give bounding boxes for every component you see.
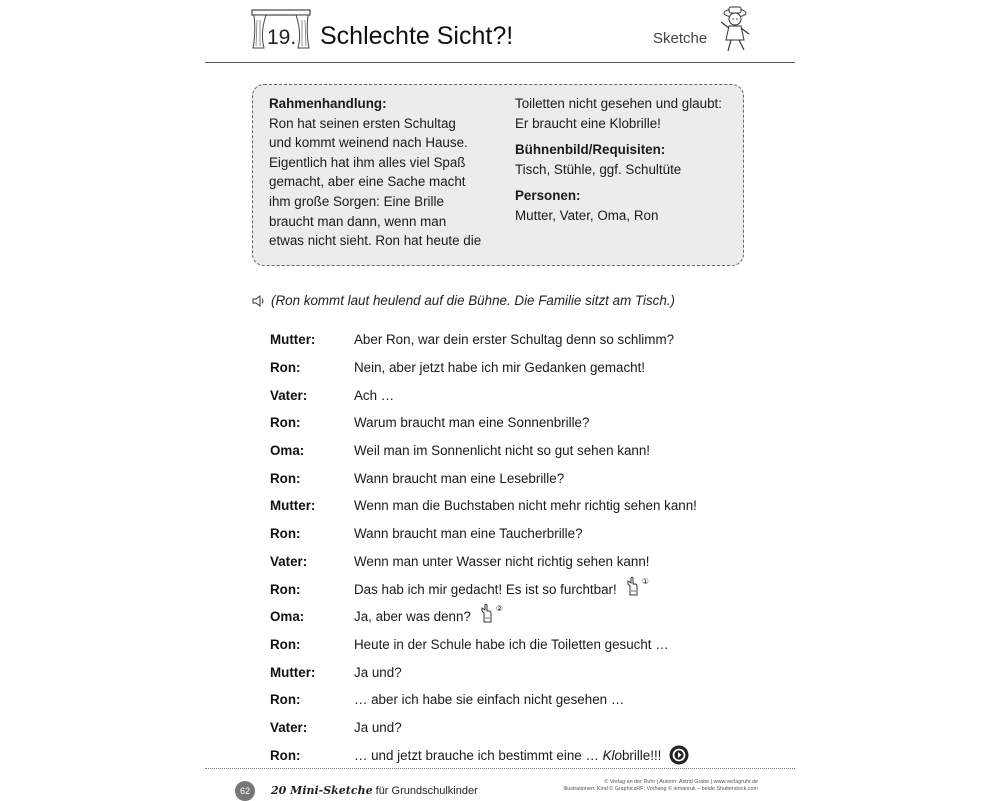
dialogue-line (270, 437, 770, 465)
props-heading: Bühnenbild/Requisiten: (515, 142, 666, 158)
speaker-name: Ron: (270, 636, 301, 652)
setting-column (269, 94, 499, 251)
credits (505, 779, 758, 793)
persons-heading: Personen: (515, 188, 581, 204)
dialogue-line (270, 686, 770, 714)
category-label: Sketche (653, 30, 708, 47)
dialogue-line (270, 409, 770, 437)
dialogue-list (270, 326, 770, 769)
page-number-badge: 62 (235, 781, 255, 801)
pointing-hand-icon (479, 603, 495, 626)
dialogue-text: Nein, aber jetzt habe ich mir Gedanken gemacht! (354, 360, 646, 376)
dialogue-text: Wann braucht man eine Taucherbrille? (354, 526, 583, 542)
dialogue-text: Heute in der Schule habe ich die Toiletten gesucht … (354, 636, 669, 652)
worksheet-page (205, 0, 795, 800)
setting-line: etwas nicht sieht. Ron hat heute die (269, 233, 482, 249)
dialogue-text: Wenn man die Buchstaben nicht mehr richtig sehen kann! (354, 498, 697, 514)
series-title-sub: für Grundschulkinder (372, 785, 478, 797)
setting-line: Toiletten nicht gesehen und glaubt: (515, 96, 722, 111)
dialogue-text: Ach … (354, 387, 395, 403)
props-text: Tisch, Stühle, ggf. Schultüte (515, 161, 682, 177)
speaker-name: Ron: (270, 692, 301, 708)
speaker-name: Mutter: (270, 664, 316, 680)
pointing-hand-icon (625, 576, 641, 599)
speaker-name: Vater: (270, 387, 308, 403)
dialogue-line (270, 520, 770, 548)
dialogue-line (270, 548, 770, 576)
dialogue-line (270, 492, 770, 520)
dialogue-line (270, 464, 770, 492)
dialogue-text: Weil man im Sonnenlicht nicht so gut sehen kann! (354, 443, 650, 459)
dialogue-line (270, 658, 770, 686)
dialogue-text: Ja, aber was denn? (354, 609, 471, 625)
dialogue-text: Aber Ron, war dein erster Schultag denn so schlimm? (354, 332, 675, 348)
speaker-name: Vater: (270, 553, 308, 569)
speaker-name: Ron: (270, 526, 301, 542)
gesture-marker-two: ② (495, 604, 504, 614)
dialogue-text: Ja und? (354, 719, 402, 735)
frame-info-box (252, 84, 744, 266)
footer-divider (205, 768, 795, 769)
page-title: Schlechte Sicht?! (320, 22, 514, 50)
speaker-name: Ron: (270, 747, 301, 763)
setting-line: Eigentlich hat ihm alles viel Spaß (269, 154, 466, 170)
speaker-name: Oma: (270, 609, 305, 625)
stage-direction-text: (Ron kommt laut heulend auf die Bühne. Die Familie sitzt am Tisch.) (271, 293, 676, 308)
dialogue-tail: brille!!! (621, 747, 662, 763)
setting-line: braucht man dann, wenn man (269, 213, 447, 229)
series-title (271, 784, 478, 797)
dialogue-line (270, 326, 770, 354)
dialogue-text: Wann braucht man eine Lesebrille? (354, 470, 565, 486)
dialogue-line (270, 631, 770, 659)
speaker-name: Ron: (270, 470, 301, 486)
speaker-name: Vater: (270, 719, 308, 735)
speaker-name: Oma: (270, 443, 305, 459)
speaker-name: Mutter: (270, 498, 316, 514)
dialogue-text: Das hab ich mir gedacht! Es ist so furchtbar! (354, 581, 617, 597)
speaker-name: Ron: (270, 360, 301, 376)
dialogue-text-with-gesture (354, 605, 503, 628)
setting-line: und kommt weinend nach Hause. (269, 135, 468, 151)
setting-line: Er braucht eine Klobrille! (515, 115, 661, 131)
gesture-marker-one: ① (641, 576, 649, 586)
speaker-sound-icon (252, 295, 266, 307)
dialogue-text: … und jetzt brauche ich bestimmt eine … (354, 747, 603, 763)
dialogue-line (270, 603, 770, 631)
credit-line: Illustrationen: Kind © GraphicsRF; Vorhang © lemanruk – beide Shutterstock.com (563, 786, 758, 792)
next-page-arrow-icon (669, 745, 689, 765)
dialogue-line (270, 381, 770, 409)
page-header (205, 0, 795, 63)
setting-line: ihm große Sorgen: Eine Brille (269, 193, 444, 209)
dialogue-line (270, 354, 770, 382)
girl-illustration-icon (715, 4, 755, 54)
dialogue-line (270, 741, 770, 769)
speaker-name: Ron: (270, 415, 301, 431)
speaker-name: Ron: (270, 581, 301, 597)
sketch-number: 19. (267, 26, 297, 49)
dialogue-text-with-gesture (354, 578, 649, 601)
stage-direction (252, 293, 675, 308)
credit-line: © Verlag an der Ruhr | Autorin: Astrid Grabe | www.verlagruhr.de (604, 779, 758, 785)
setting-line: gemacht, aber eine Sache macht (269, 174, 466, 190)
dialogue-text: Ja und? (354, 664, 402, 680)
dialogue-text: Warum braucht man eine Sonnenbrille? (354, 415, 590, 431)
details-column (515, 94, 750, 226)
dialogue-line (270, 575, 770, 603)
dialogue-text-final (354, 745, 689, 765)
dialogue-text: Wenn man unter Wasser nicht richtig sehen kann! (354, 553, 650, 569)
emphasis-text: Klo (602, 747, 622, 763)
speaker-name: Mutter: (270, 332, 316, 348)
dialogue-text: … aber ich habe sie einfach nicht gesehen … (354, 692, 625, 708)
dialogue-line (270, 714, 770, 742)
persons-text: Mutter, Vater, Oma, Ron (515, 207, 659, 223)
setting-heading: Rahmenhandlung: (269, 96, 387, 111)
setting-line: Ron hat seinen ersten Schultag (269, 115, 456, 131)
series-title-main: 20 Mini-Sketche (271, 784, 373, 797)
